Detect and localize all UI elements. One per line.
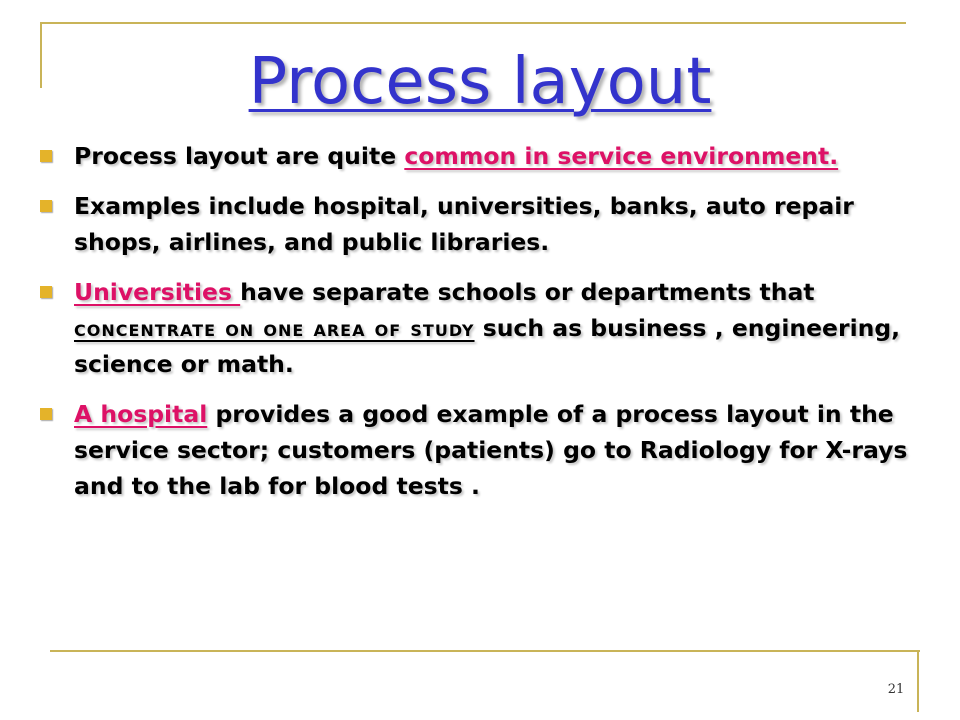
a-hospital-link[interactable]: A hospital: [74, 400, 208, 428]
bullet-text-end: such as business , engineering, science or math.: [74, 314, 901, 378]
bullet-list: [38, 138, 938, 518]
universities-link[interactable]: Universities: [74, 278, 241, 306]
bullet-item-1: [38, 138, 938, 174]
frame-bottom-line: [50, 650, 920, 652]
bullet-text: have separate schools or departments that: [240, 278, 815, 306]
square-bullet-icon: [40, 150, 52, 162]
frame-right-line: [917, 650, 919, 712]
bullet-text: Process layout are quite: [74, 142, 405, 170]
bullet-item-2: [38, 188, 938, 260]
bullet-item-4: [38, 396, 938, 504]
slide-title: Process layout: [248, 45, 712, 119]
bullet-text: provides a good example of a process layout in the service sector; customers (patients) go to Radiology for X-rays and to the lab for blood tests .: [74, 400, 908, 500]
page-number: 21: [887, 682, 905, 697]
bullet-item-3: [38, 274, 938, 382]
square-bullet-icon: [40, 200, 52, 212]
square-bullet-icon: [40, 286, 52, 298]
concentrate-phrase: concentrate on one area of study: [74, 314, 475, 342]
frame-top-line: [40, 22, 906, 24]
common-in-service-link[interactable]: common in service environment.: [404, 142, 839, 170]
square-bullet-icon: [40, 408, 52, 420]
bullet-text: Examples include hospital, universities, banks, auto repair shops, airlines, and public libraries.: [74, 192, 854, 256]
